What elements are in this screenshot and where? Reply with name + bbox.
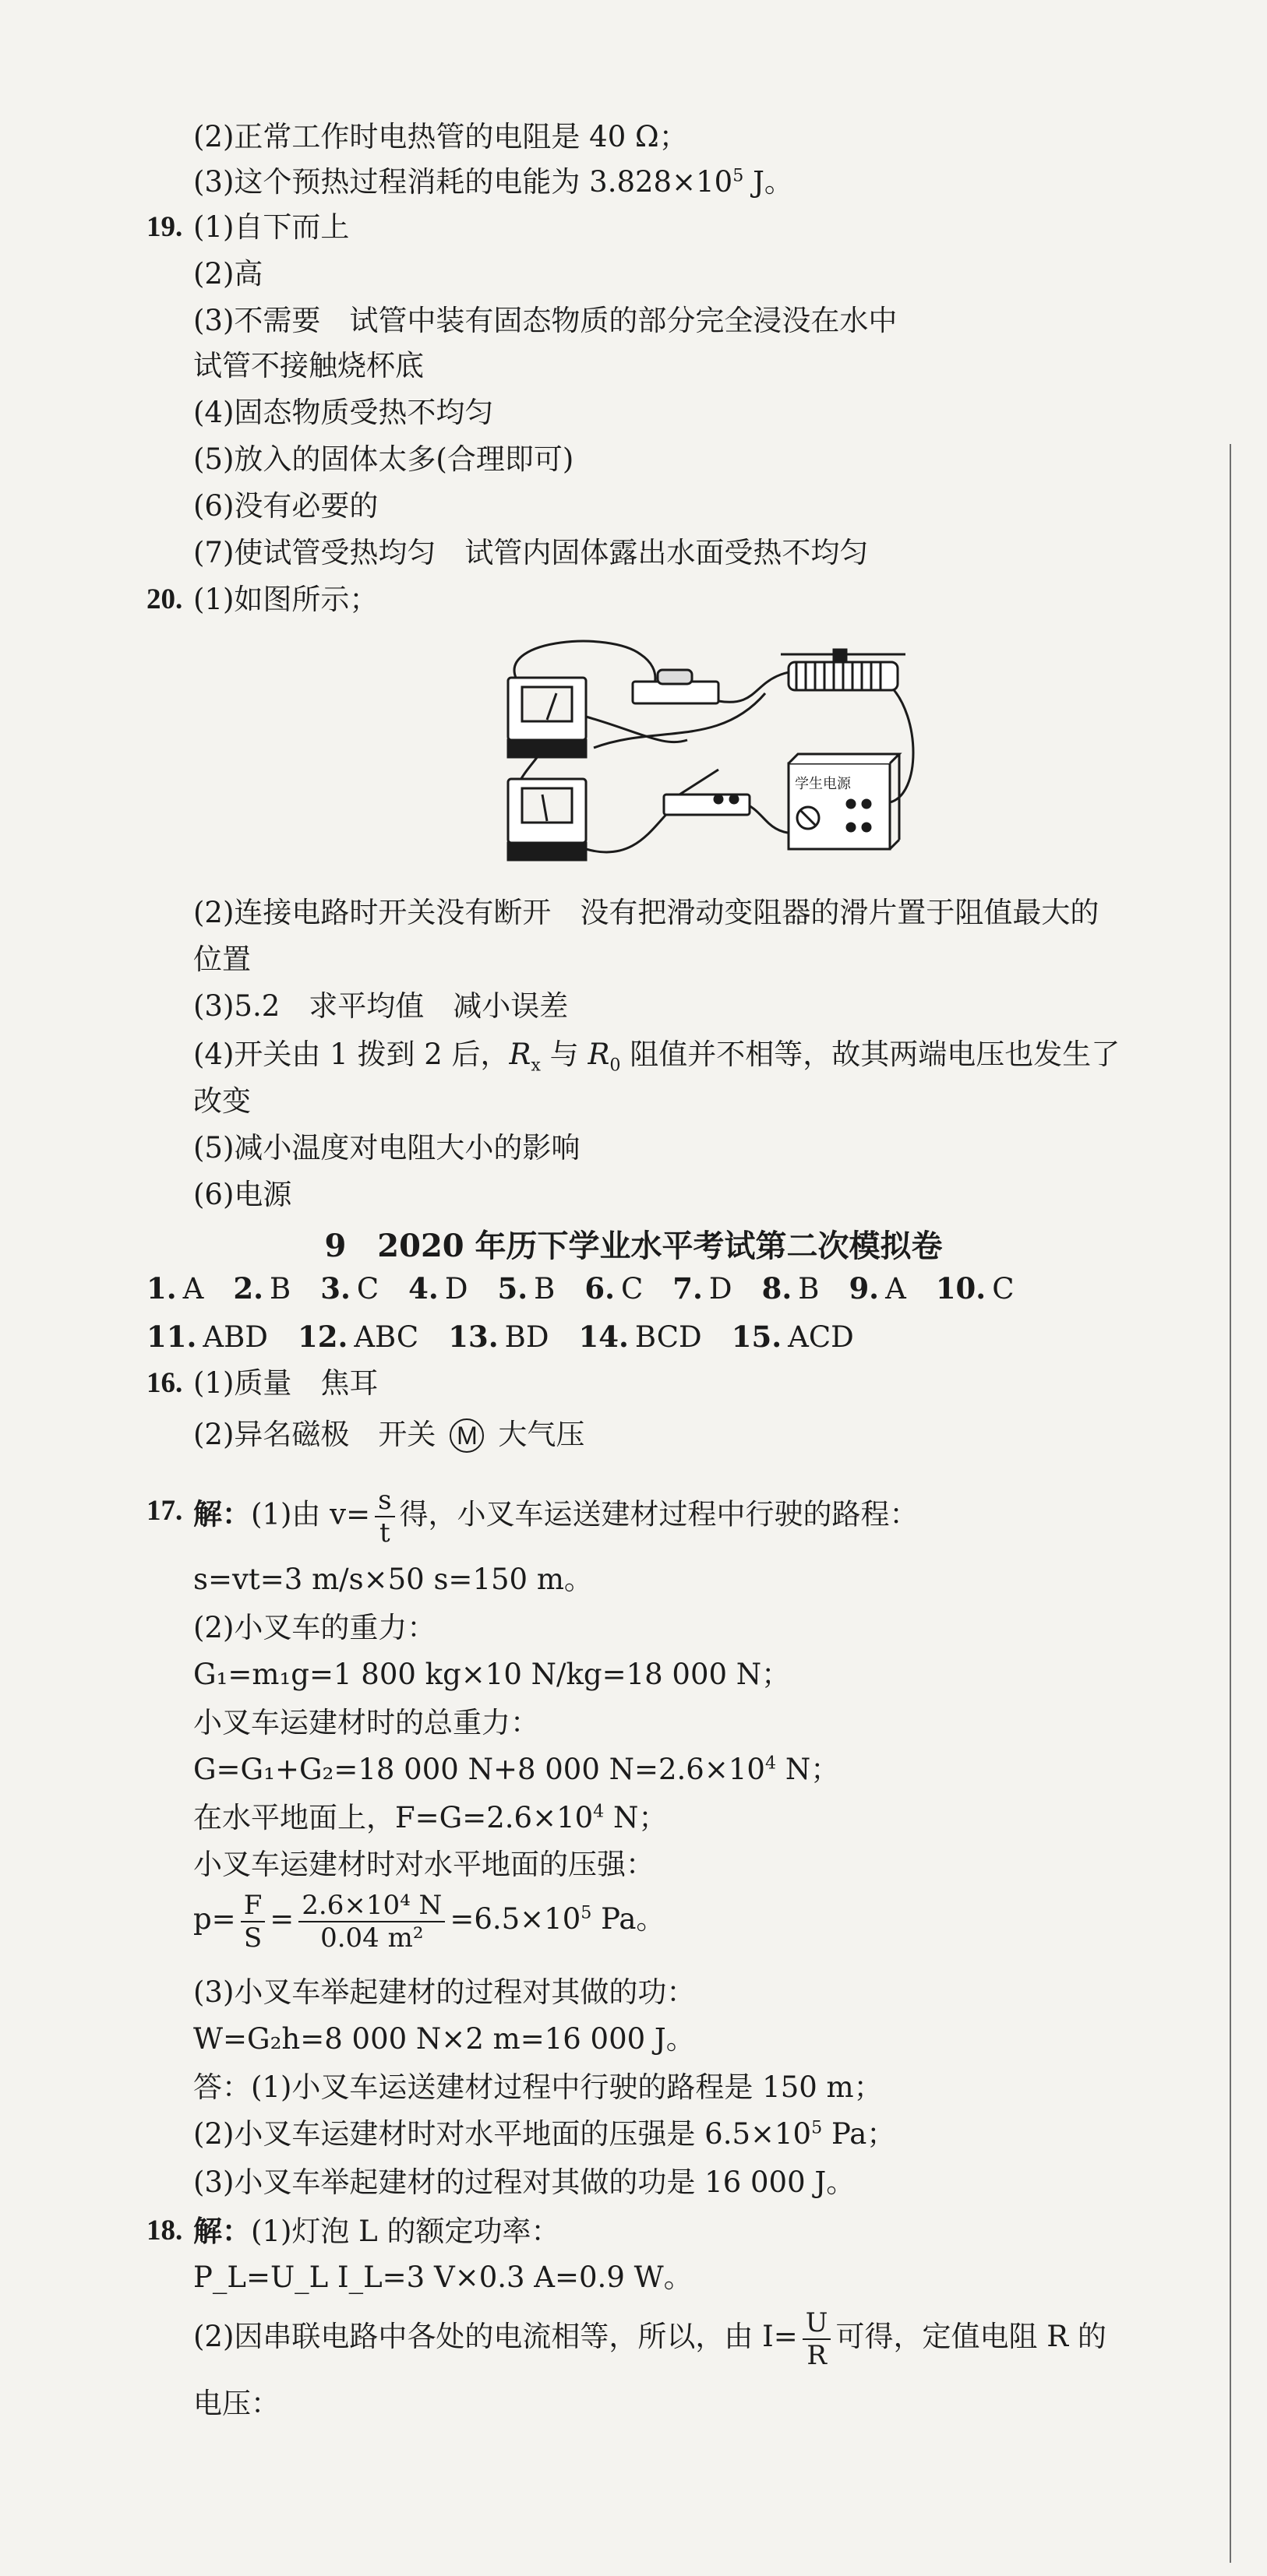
q20-line-4: (4)开关由 1 拨到 2 后，$R_x$ 与 $R_0$ 阻值并不相等，故其两端电压也发生了 <box>193 1038 1121 1076</box>
mc-answer <box>408 1272 468 1306</box>
mc-answer-value: C <box>356 1272 379 1306</box>
mc-answer-value: BCD <box>634 1320 702 1354</box>
q20-number: 20. <box>146 583 183 615</box>
mc-answer-value: B <box>270 1272 291 1306</box>
q19-item-7: (7)使试管受热均匀 试管内固体露出水面受热不均匀 <box>193 536 869 569</box>
power-supply-label: 学生电源 <box>795 776 851 792</box>
q20-line-1: (1)如图所示； <box>193 583 379 616</box>
mc-answer-value: D <box>444 1272 468 1306</box>
mc-row-1 <box>146 1270 1044 1308</box>
q18-line-1: 解：(1)灯泡 L 的额定功率： <box>193 2214 560 2248</box>
q19-item-6: (6)没有必要的 <box>193 489 379 523</box>
section-title: 9 2020 年历下学业水平考试第二次模拟卷 <box>324 1228 943 1264</box>
mc-answer-value: A <box>182 1272 204 1306</box>
mc-answer <box>762 1272 820 1306</box>
mc-question-number: 7. <box>672 1271 703 1306</box>
mc-answer <box>448 1320 549 1354</box>
q17-line-10: (3)小叉车举起建材的过程对其做的功： <box>193 1975 696 2009</box>
mc-answer <box>146 1320 268 1354</box>
mc-answer-value: C <box>992 1272 1015 1306</box>
q16-line-1: (1)质量 焦耳 <box>193 1366 379 1400</box>
q19-item-3: (3)不需要 试管中装有固态物质的部分完全浸没在水中 <box>193 304 898 337</box>
q17-line-3: (2)小叉车的重力： <box>193 1611 436 1644</box>
mc-question-number: 10. <box>935 1271 986 1306</box>
q18-line-2: P_L=U_L I_L=3 V×0.3 A=0.9 W。 <box>193 2261 693 2294</box>
mc-answer <box>672 1272 732 1306</box>
q18-line-4: 电压： <box>193 2387 280 2420</box>
q16-line-2: (2)异名磁极 开关 M 大气压 <box>193 1418 585 1451</box>
q17-line-1: 解：(1)由 v= $\frac{s}{t}$ 得，小叉车运送建材过程中行驶的路程： <box>193 1485 919 1549</box>
q17-line-5: 小叉车运建材时的总重力： <box>193 1706 539 1739</box>
prev-line-1: (2)正常工作时电热管的电阻是 40 Ω； <box>193 120 688 153</box>
mc-answer <box>320 1272 379 1306</box>
mc-answer <box>849 1272 905 1306</box>
mc-question-number: 5. <box>497 1271 528 1306</box>
q18-line-3: (2)因串联电路中各处的电流相等，所以，由 I= $\frac{U}{R}$ 可得，定值电阻 R 的 <box>193 2306 1106 2371</box>
mc-answer-value: BD <box>504 1320 549 1354</box>
circuit-diagram <box>485 623 921 880</box>
mc-answer-value: A <box>885 1272 906 1306</box>
mc-question-number: 6. <box>584 1271 615 1306</box>
q20-line-5: (5)减小温度对电阻大小的影响 <box>193 1131 581 1165</box>
ammeter-top <box>508 678 586 757</box>
mc-question-number: 12. <box>297 1320 348 1354</box>
mc-answer-value: ACD <box>788 1320 854 1354</box>
q17-line-12: 答：(1)小叉车运送建材过程中行驶的路程是 150 m； <box>193 2070 883 2104</box>
q17-line-11: W=G₂h=8 000 N×2 m=16 000 J。 <box>193 2022 695 2056</box>
mc-question-number: 14. <box>578 1320 629 1354</box>
switch <box>664 770 750 815</box>
q18-number: 18. <box>146 2215 183 2247</box>
q20-line-2: (2)连接电路时开关没有断开 没有把滑动变阻器的滑片置于阻值最大的 <box>193 896 1099 929</box>
rheostat <box>781 650 905 690</box>
mc-answer <box>732 1320 854 1354</box>
mc-row-2 <box>146 1318 884 1356</box>
fraction-f-over-s: $\frac{F}{S}$ <box>241 1890 266 1954</box>
prev-line-2: (3)这个预热过程消耗的电能为 $3.828\times 10^5$ J。 <box>193 165 793 199</box>
voltmeter-bottom <box>508 779 586 860</box>
resistor-top <box>633 670 718 703</box>
mc-question-number: 1. <box>146 1271 177 1306</box>
q16-number: 16. <box>146 1367 183 1399</box>
mc-question-number: 9. <box>849 1271 880 1306</box>
mc-answer-value: ABD <box>203 1320 268 1354</box>
mc-question-number: 8. <box>761 1271 792 1306</box>
q17-line-6: G=G₁+G₂=18 000 N+8 000 $N=2.6\times 10^4$ N； <box>193 1753 840 1786</box>
mc-answer <box>233 1272 291 1306</box>
mc-answer-value: ABC <box>354 1320 419 1354</box>
mc-question-number: 13. <box>448 1320 499 1354</box>
power-supply <box>789 754 899 849</box>
mc-answer-value: B <box>798 1272 820 1306</box>
mc-answer-value: D <box>708 1272 732 1306</box>
mc-question-number: 15. <box>731 1320 782 1354</box>
q20-line-3: (3)5.2 求平均值 减小误差 <box>193 989 569 1023</box>
q19-item-1: (1)自下而上 <box>193 210 350 244</box>
q17-line-2: s=vt=3 m/s×50 s=150 m。 <box>193 1563 593 1596</box>
fraction-u-over-r: $\frac{U}{R}$ <box>803 2307 831 2371</box>
fraction-pressure: $\frac{\text{2.6×10⁴ N}}{\text{0.04 m²}}$ <box>298 1890 445 1954</box>
mc-answer-value: C <box>620 1272 644 1306</box>
q20-line-2b: 位置 <box>193 943 251 976</box>
mc-answer <box>497 1272 555 1306</box>
q19-item-5: (5)放入的固体太多(合理即可) <box>193 442 574 476</box>
mc-answer-value: B <box>534 1272 556 1306</box>
mc-answer <box>584 1272 643 1306</box>
q19-item-4: (4)固态物质受热不均匀 <box>193 396 494 429</box>
q20-line-4b: 改变 <box>193 1084 251 1118</box>
q19-item-2: (2)高 <box>193 257 263 291</box>
mc-answer <box>578 1320 701 1354</box>
q19-item-3b: 试管不接触烧杯底 <box>193 349 424 382</box>
fraction-s-over-t: $\frac{s}{t}$ <box>375 1485 394 1549</box>
mc-question-number: 4. <box>408 1271 439 1306</box>
motor-symbol: M <box>450 1418 484 1453</box>
q17-line-7: 在水平地面上，$F=G=2.6\times 10^4$ N； <box>193 1801 668 1834</box>
q17-line-14: (3)小叉车举起建材的过程对其做的功是 16 000 J。 <box>193 2165 856 2199</box>
mc-question-number: 3. <box>320 1271 351 1306</box>
mc-answer <box>146 1272 203 1306</box>
margin-rule <box>1230 444 1231 2563</box>
q17-line-4: G₁=m₁g=1 800 kg×10 N/kg=18 000 N； <box>193 1658 791 1691</box>
q20-line-6: (6)电源 <box>193 1178 292 1211</box>
q17-line-9: p= $\frac{F}{S}$ = $\frac{\text{2.6×10⁴ N}}{\text{0.04 m²}}$ $=6.5\times 10^5$ Pa。 <box>193 1889 665 1954</box>
mc-answer <box>298 1320 418 1354</box>
mc-answer <box>936 1272 1015 1306</box>
mc-question-number: 11. <box>146 1320 197 1354</box>
q17-line-13: (2)小叉车运建材时对水平地面的压强是 $6.5\times 10^5$ Pa； <box>193 2117 896 2151</box>
q19-number: 19. <box>146 211 183 243</box>
mc-question-number: 2. <box>233 1271 264 1306</box>
q17-line-8: 小叉车运建材时对水平地面的压强： <box>193 1848 655 1881</box>
q17-number: 17. <box>146 1495 183 1527</box>
